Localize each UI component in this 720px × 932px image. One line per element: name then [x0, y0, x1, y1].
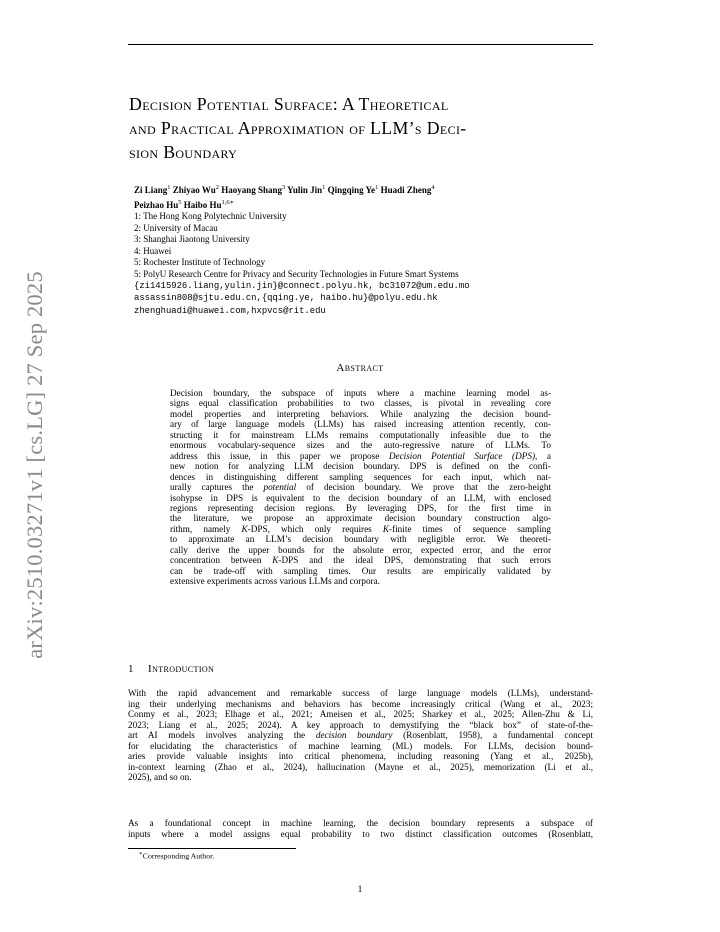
text-run: in-context learning (Zhao et al., 2024), hallucination (Mayne et al., 2025), memorization (Li et al.,: [128, 761, 593, 772]
text-run: isohypse in DPS is equivalent to the decision boundary of an LLM, with enclosed: [170, 492, 551, 503]
email-line: zhenghuadi@huawei.com,hxpvcs@rit.edu: [134, 305, 326, 316]
paragraph-line: [128, 730, 593, 741]
affiliation-item: 3: Shanghai Jiaotong University: [134, 234, 250, 244]
footnote-text: Corresponding Author.: [142, 851, 215, 861]
section-heading-introduction: [128, 663, 214, 675]
text-run: new notion for analyzing LLM decision boundary. DPS is defined on the confi-: [170, 461, 551, 472]
title-line: sion Boundary: [129, 142, 238, 162]
footnote-mark: ∗: [139, 851, 143, 857]
paragraph-line: [128, 699, 593, 710]
footnote: [139, 851, 214, 861]
abstract-line: [170, 513, 551, 523]
author-affiliation-mark: 1: [375, 184, 379, 191]
text-run: can be trade-off with sampling times. Our results are empirically validated by: [170, 565, 551, 576]
italic-text: potential: [263, 482, 297, 493]
footnote-rule: [128, 848, 296, 849]
abstract-line: [170, 493, 551, 503]
abstract-line: [170, 430, 551, 440]
author-affiliation-mark: 1,6∗: [221, 198, 235, 206]
abstract-line: [170, 555, 551, 565]
text-run: , a: [535, 450, 551, 461]
abstract-line: [170, 534, 551, 544]
author-name: Yulin Jin: [287, 185, 323, 195]
text-run: ing their underlying mechanisms and behaviors has become increasingly critical (Wang et al., 2023;: [128, 698, 593, 709]
author-affiliation-mark: 2: [215, 184, 219, 191]
text-run: Conmy et al., 2023; Elhage et al., 2021; Ameisen et al., 2025; Sharkey et al., 2025; Allen-Zhu & Li,: [128, 709, 593, 720]
author-names-line-2: [134, 197, 604, 212]
author-name: Qingqing Ye: [327, 185, 376, 195]
affiliation-item: 2: University of Macau: [134, 222, 218, 233]
text-run: concentration between: [170, 555, 273, 566]
text-run: (Rosenblatt, 1958), a fundamental concept: [392, 730, 593, 741]
introduction-paragraph-2: [128, 818, 593, 839]
author-name: Peizhao Hu: [134, 199, 179, 210]
text-run: cally derive the upper bounds for the absolute error, expected error, and the error: [170, 544, 551, 555]
paragraph-line: [128, 709, 593, 720]
text-run: -DPS, which only requires: [247, 523, 383, 534]
text-run: the literature, we propose an approximate decision boundary construction algo-: [170, 513, 551, 524]
author-name: Zhiyao Wu: [172, 185, 216, 195]
abstract-heading: Abstract: [336, 362, 384, 374]
affiliation-item: 1: The Hong Kong Polytechnic University: [134, 211, 287, 221]
affiliation-item: 4: Huawei: [134, 245, 172, 256]
paragraph-line: [128, 741, 593, 752]
text-run: urally captures the: [170, 482, 264, 493]
text-run: -DPS and the ideal DPS, demonstrating that such errors: [278, 555, 552, 566]
abstract-line: [170, 472, 551, 482]
italic-text: K: [241, 523, 248, 534]
author-name: Haibo Hu: [183, 199, 222, 210]
abstract-line: [170, 524, 551, 534]
text-run: inputs where a model assigns equal probability to two distinct classification outcomes (Rosenblatt,: [128, 828, 593, 839]
text-run: for elucidating the characteristics of machine learning (ML) models. For LLMs, decision bound-: [128, 740, 593, 751]
text-run: extensive experiments across various LLMs and corpora.: [170, 576, 380, 587]
arxiv-side-stamp: [4, 255, 66, 675]
text-run: structing it for mainstream LLMs remains computationally infeasible due to the: [170, 429, 551, 440]
text-run: ary of large language models (LLMs) has raised increasing attention recently, con-: [170, 419, 551, 430]
abstract-line: [170, 545, 551, 555]
top-rule: [128, 44, 593, 45]
abstract-line: [170, 388, 551, 398]
author-affiliation-mark: 1: [322, 184, 326, 191]
abstract-body: [170, 388, 551, 587]
text-run: dences in distinguishing different sampling sequences for each input, which nat-: [170, 471, 551, 482]
text-run: address this issue, in this paper we propose: [170, 450, 389, 461]
abstract-line: [170, 461, 551, 471]
abstract-line: [170, 451, 551, 461]
author-name: Haoyang Shang: [221, 185, 282, 195]
text-run: to approximate an LLM’s decision boundary with negligible error. We theoreti-: [170, 534, 551, 545]
page-number: 1: [357, 885, 363, 895]
text-run: of decision boundary. We prove that the zero-height: [296, 482, 551, 493]
abstract-line: [170, 419, 551, 429]
text-run: -finite times of sequence sampling: [389, 523, 551, 534]
text-run: regions representing decision regions. By leveraging DPS, for the first time in: [170, 502, 551, 513]
paragraph-line: [128, 772, 593, 783]
abstract-line: [170, 482, 551, 492]
section-number: 1: [128, 663, 134, 675]
abstract-line: [170, 409, 551, 419]
italic-text: Decision Potential Surface (DPS): [388, 450, 536, 461]
author-block: [134, 182, 604, 317]
email-line: assassin808@sjtu.edu.cn,{qqing.ye, haibo.hu}@polyu.edu.hk: [134, 293, 438, 304]
text-run: art AI models involves analyzing the: [128, 730, 316, 741]
paragraph-line: [128, 818, 593, 829]
abstract-line: [170, 576, 551, 586]
text-run: With the rapid advancement and remarkable success of large language models (LLMs), understand-: [128, 688, 593, 698]
text-run: aries provide valuable insights into critical phenomena, including reasoning (Yang et al., 2025b),: [128, 751, 593, 762]
paper-title: [129, 92, 599, 164]
text-run: 2023; Liang et al., 2025; 2024). A key approach to demystifying the “black box” of state-of-the-: [128, 719, 593, 730]
affiliation-list: [134, 211, 604, 280]
email-list: [134, 280, 604, 317]
paragraph-line: [128, 688, 593, 699]
text-run: Decision boundary, the subspace of inputs where a machine learning model as-: [170, 388, 551, 398]
italic-text: K: [382, 523, 390, 534]
section-title: Introduction: [148, 663, 215, 675]
text-run: signs equal classification probabilities to two classes, is pivotal in revealing core: [170, 398, 551, 409]
title-line: and Practical Approximation of LLM’s Deci-: [129, 118, 467, 138]
italic-text: K: [272, 555, 279, 566]
author-affiliation-mark: 4: [431, 184, 435, 191]
paragraph-line: [128, 751, 593, 762]
author-name: Zi Liang: [134, 185, 168, 195]
affiliation-item: 5: PolyU Research Centre for Privacy and Security Technologies in Future Smart Systems: [134, 268, 459, 279]
paragraph-line: [128, 829, 593, 840]
paragraph-line: [128, 720, 593, 731]
text-run: enormous vocabulary-sequence sizes and the auto-regressive nature of LLMs. To: [170, 440, 551, 451]
introduction-paragraph-1: [128, 688, 593, 783]
italic-text: decision boundary: [315, 730, 393, 741]
author-names-line-1: [134, 182, 604, 197]
abstract-line: [170, 566, 551, 576]
author-name: Huadi Zheng: [380, 185, 432, 195]
title-line: Decision Potential Surface: A Theoretical: [129, 94, 449, 114]
author-affiliation-mark: 1: [167, 184, 171, 191]
affiliation-item: 5: Rochester Institute of Technology: [134, 257, 266, 267]
text-run: model properties and interpreting behaviors. While analyzing the decision bound-: [170, 408, 551, 419]
author-affiliation-mark: 5: [178, 198, 182, 206]
text-run: rithm, namely: [170, 523, 242, 534]
abstract-line: [170, 503, 551, 513]
email-line: {zi1415926.liang,yulin.jin}@connect.polyu.hk, bc31072@um.edu.mo: [134, 281, 470, 291]
abstract-line: [170, 440, 551, 450]
text-run: As a foundational concept in machine learning, the decision boundary represents a subspace of: [128, 818, 593, 828]
paragraph-line: [128, 762, 593, 773]
author-affiliation-mark: 3: [282, 184, 286, 191]
abstract-line: [170, 398, 551, 408]
arxiv-identifier: arXiv:2510.03271v1 [cs.LG] 27 Sep 2025: [22, 271, 47, 659]
text-run: 2025), and so on.: [128, 772, 192, 783]
